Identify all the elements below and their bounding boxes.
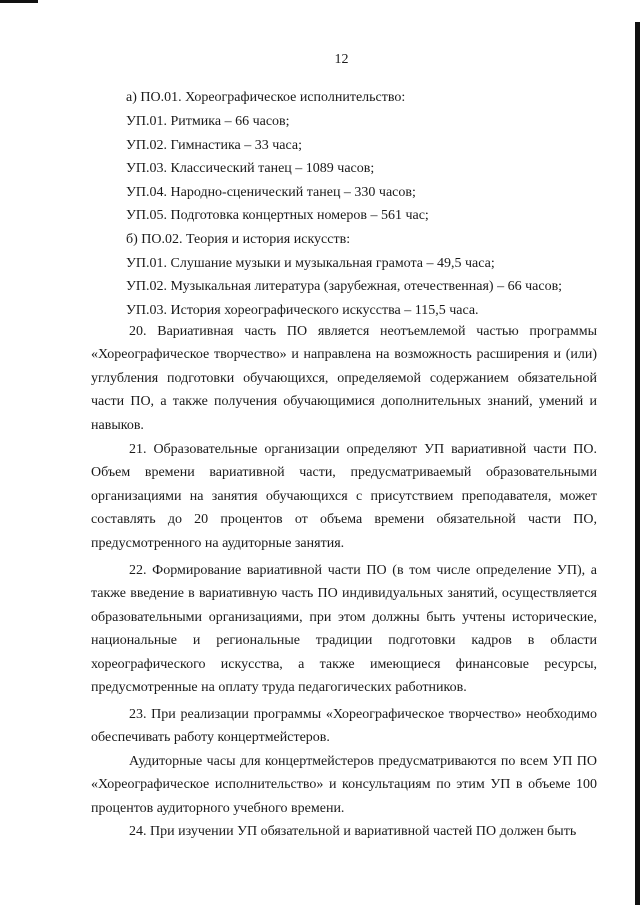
paragraph-23-text: 23. При реализации программы «Хореографическое творчество» необходимо обеспечивать работу концертмейстеров.	[91, 707, 597, 746]
paragraph-accompanist-hours-text: Аудиторные часы для концертмейстеров предусматриваются по всем УП ПО «Хореографическое исполнительство» и консультациям по этим УП в объеме 100 процентов аудиторного учебного времени.	[91, 754, 597, 816]
list-line-up04-folk: УП.04. Народно-сценический танец – 330 часов;	[126, 185, 416, 200]
list-line-up03-classical: УП.03. Классический танец – 1089 часов;	[126, 161, 375, 176]
list-line-up05-concert: УП.05. Подготовка концертных номеров – 561 час;	[126, 208, 429, 223]
scan-mark-top	[0, 0, 38, 3]
paragraph-24-text: 24. При изучении УП обязательной и вариативной частей ПО должен быть	[129, 824, 577, 839]
list-line-up01-listening: УП.01. Слушание музыки и музыкальная грамота – 49,5 часа;	[126, 256, 495, 271]
list-line-up01-rhythm: УП.01. Ритмика – 66 часов;	[126, 114, 290, 129]
paragraph-21	[91, 438, 597, 555]
list-line-po02: б) ПО.02. Теория и история искусств:	[126, 232, 351, 247]
list-line-up02-literature: УП.02. Музыкальная литература (зарубежная, отечественная) – 66 часов;	[126, 279, 563, 294]
paragraph-24	[91, 820, 597, 843]
page-number: 12	[334, 52, 349, 67]
paragraph-20	[91, 320, 597, 437]
paragraph-23	[91, 703, 597, 750]
list-line-up02-gymnastics: УП.02. Гимнастика – 33 часа;	[126, 138, 303, 153]
paragraph-22	[91, 559, 597, 699]
paragraph-20-text: 20. Вариативная часть ПО является неотъемлемой частью программы «Хореографическое творчество» и направлена на возможность расширения и (или) углубления подготовки обучающихся, определяемой содержанием обязательной части ПО, а также получения обучающимися дополнительных знаний, умений и навыков.	[91, 324, 597, 433]
list-line-up03-history: УП.03. История хореографического искусства – 115,5 часа.	[126, 303, 479, 318]
list-line-po01: а) ПО.01. Хореографическое исполнительство:	[126, 90, 406, 105]
scan-edge-right	[635, 22, 640, 905]
paragraph-accompanist-hours	[91, 750, 597, 820]
paragraph-21-text: 21. Образовательные организации определяют УП вариативной части ПО. Объем времени вариативной части, предусматриваемый образовательными организациями на занятия обучающихся с присутствием преподавателя, может составлять до 20 процентов от объема времени обязательной части ПО, предусмотренного на аудиторные занятия.	[91, 442, 597, 551]
paragraph-22-text: 22. Формирование вариативной части ПО (в том числе определение УП), а также введение в вариативную часть ПО индивидуальных занятий, осуществляется образовательными организациями, при этом должны быть учтены исторические, национальные и региональные традиции подготовки кадров в области хореографического искусства, а также имеющиеся финансовые ресурсы, предусмотренные на оплату труда педагогических работников.	[91, 563, 597, 696]
